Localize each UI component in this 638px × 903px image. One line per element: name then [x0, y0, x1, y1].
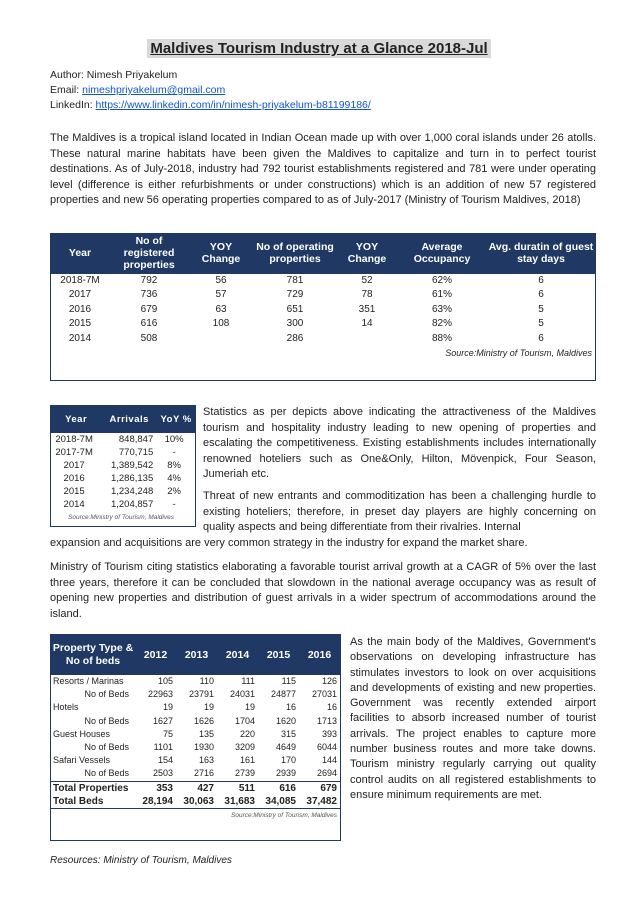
table-cell: 651: [286, 303, 304, 315]
intro-paragraph: The Maldives is a tropical island located in Indian Ocean made up with over 1,000 coral islands under 26 atolls. These natural marine habitats have been given the Maldives to capitalize and turn in to perfect tourist destinations. As of July-2018, industry had 792 tourist establishments registered and 781 were under operating level (difference is either refurbishments or under constructions) which is an addition of new 57 registered properties and new 56 operating properties compared to as of July-2017 (Ministry of Tourism Maldives, 2018): [50, 132, 596, 206]
col-arrivals-yoy: YoY %: [157, 406, 195, 433]
table-cell: 105: [157, 676, 173, 686]
row-label: No of Beds: [84, 768, 129, 779]
col-yoy-registered: YOY Change: [188, 233, 254, 274]
table-cell: 2015: [68, 318, 92, 330]
table-cell: 23791: [188, 689, 214, 700]
col-operating: No of operating properties: [254, 233, 336, 274]
table-cell: 16: [326, 702, 337, 713]
table-cell: 2716: [193, 768, 214, 779]
table-cell: 286: [286, 332, 304, 344]
table-row: [51, 688, 340, 701]
table-cell: 616: [258, 781, 299, 795]
table-cell: 2503: [152, 768, 173, 779]
table-cell: 2014: [63, 499, 85, 510]
table-row: [51, 728, 340, 741]
table-cell: 78: [361, 289, 373, 301]
table-cell: 88%: [431, 332, 452, 344]
table-cell: 315: [280, 728, 296, 739]
col-arrivals-year: Year: [51, 406, 101, 433]
col-arrivals: Arrivals: [101, 406, 157, 433]
row-label: Hotels: [53, 702, 79, 713]
table-cell: 57: [215, 289, 227, 301]
table-cell: 2015: [63, 486, 85, 497]
table-cell: 75: [162, 728, 173, 739]
table-row: [51, 675, 340, 688]
table-cell: 2018-7M: [50, 274, 110, 289]
table-cell: 679: [140, 303, 158, 315]
table-cell: [336, 332, 398, 347]
table-cell: 37,482: [299, 795, 340, 809]
row-label: No of Beds: [84, 715, 129, 726]
arrivals-table-frame: [50, 405, 196, 527]
properties-table: [50, 233, 596, 361]
table-cell: 4%: [167, 473, 181, 484]
table-cell: 19: [244, 702, 255, 713]
table-cell: 52: [336, 274, 398, 289]
table-cell: 1713: [316, 715, 337, 726]
col-2012: 2012: [135, 635, 176, 675]
col-stay-duration: Avg. duratin of guest stay days: [486, 233, 596, 274]
row-label: No of Beds: [84, 689, 129, 700]
table-cell: 24031: [229, 689, 255, 700]
table-row: [51, 741, 340, 754]
row-label: Total Beds: [51, 795, 135, 809]
table-cell: 56: [188, 274, 254, 289]
table-cell: 27031: [311, 689, 337, 700]
table-cell: 2017: [63, 460, 85, 471]
email-link[interactable]: nimeshpriyakelum@gmail.com: [82, 84, 226, 96]
table-source: Source:Ministry of Tourism, Maldives: [445, 348, 592, 359]
table-cell: 110: [199, 676, 214, 686]
table-row: [51, 715, 340, 728]
threat-paragraph: Threat of new entrants and commoditization has been a challenging hurdle to existing hoteliers; therefore, in preset day players are highly concerning on quality aspects and being differentiate from their rivalries. Internal: [203, 490, 596, 533]
row-label: Total Properties: [51, 781, 135, 795]
table-cell: 161: [239, 755, 255, 766]
table-cell: 6044: [316, 742, 337, 753]
linkedin-line: LinkedIn: https://www.linkedin.com/in/nimesh-priyakelum-b81199186/: [50, 99, 371, 111]
arrivals-table: [51, 406, 195, 524]
table-row: [50, 303, 596, 318]
table-cell: 2017-7M: [55, 447, 93, 458]
table-cell: 1626: [193, 715, 214, 726]
total-row: [51, 781, 340, 795]
table-cell: 1627: [152, 715, 173, 726]
table-cell: 24877: [270, 689, 296, 700]
table-cell: 154: [157, 755, 173, 766]
table-row: [50, 288, 596, 303]
row-label: Safari Vessels: [53, 755, 111, 766]
col-2015: 2015: [258, 635, 299, 675]
table-row: [50, 274, 596, 289]
government-paragraph: As the main body of the Maldives, Government's observations on developing infrastructure has stimulates investors to look on over acquisitions and developments of existing and new properties. Government was recently extended airport facilities to absorb increased number of tourist arrivals. The project enables to capture more number business routes and more take downs. Tourism ministry regularly carrying out quality control audits on all registered establishments to ensure minimum requirements are met.: [350, 636, 596, 801]
table-cell: 5: [538, 318, 544, 330]
col-yoy-operating: YOY Change: [336, 233, 398, 274]
table-cell: 220: [239, 728, 255, 739]
table-cell: 63: [215, 303, 227, 315]
table-cell: 427: [176, 781, 217, 795]
table-cell: 163: [198, 755, 214, 766]
table-cell: 353: [135, 781, 176, 795]
resources-note: Resources: Ministry of Tourism, Maldives: [50, 855, 232, 866]
table-cell: 351: [358, 303, 376, 315]
row-label: No of Beds: [84, 742, 129, 753]
table-cell: 144: [321, 755, 337, 766]
table-cell: 4649: [275, 742, 296, 753]
table-cell: 2%: [167, 486, 181, 497]
table-cell: 8%: [167, 460, 181, 471]
table-row: [51, 472, 195, 485]
table-cell: 508: [140, 332, 158, 344]
table-cell: 5: [538, 303, 544, 315]
table-cell: -: [172, 447, 176, 458]
col-2014: 2014: [217, 635, 258, 675]
table-cell: 679: [299, 781, 340, 795]
table-cell: 2017: [68, 289, 92, 301]
table-cell: [188, 332, 254, 347]
table-cell: 2939: [275, 768, 296, 779]
row-label: Guest Houses: [53, 728, 111, 739]
table-cell: 19: [203, 702, 214, 713]
table-cell: 30,063: [176, 795, 217, 809]
table-cell: 34,085: [258, 795, 299, 809]
table-row: [51, 446, 195, 459]
table-cell: 1,286,135: [110, 473, 154, 484]
table-cell: 770,715: [118, 447, 154, 458]
table-cell: 1620: [275, 715, 296, 726]
table-cell: 14: [361, 318, 373, 330]
table-cell: 6: [538, 332, 544, 344]
col-2013: 2013: [176, 635, 217, 675]
table-cell: 19: [162, 702, 173, 713]
table-row: [51, 701, 340, 714]
table-row: [50, 332, 596, 347]
table-source-row: [51, 511, 195, 524]
table-cell: 2016: [68, 303, 92, 315]
table-cell: 729: [286, 289, 304, 301]
col-property-type: Property Type & No of beds: [51, 635, 135, 675]
table-row: [51, 433, 195, 446]
table-cell: 111: [241, 676, 255, 686]
col-2016: 2016: [299, 635, 340, 675]
table-source: Source:Ministry of Tourism, Maldives: [68, 514, 174, 521]
table-source-row: [50, 346, 596, 361]
table-source-row: [51, 809, 340, 823]
table-cell: 135: [198, 728, 214, 739]
table-cell: 82%: [431, 318, 452, 330]
table-cell: 1,389,542: [110, 460, 154, 471]
table-cell: 848,847: [118, 434, 154, 445]
table-cell: 393: [321, 728, 337, 739]
table-cell: 736: [140, 289, 158, 301]
table-cell: 2016: [63, 473, 85, 484]
table-cell: 22963: [147, 689, 173, 700]
threat-paragraph-continued: expansion and acquisitions are very common strategy in the industry for expand the market share.: [50, 537, 528, 549]
table-cell: 781: [254, 274, 336, 289]
table-cell: 10%: [164, 434, 184, 445]
table-cell: 2014: [68, 332, 92, 344]
table-cell: 616: [140, 318, 158, 330]
table-cell: -: [172, 499, 176, 510]
table-cell: 1,234,248: [110, 486, 154, 497]
table-cell: 2694: [316, 768, 337, 779]
table-row: [51, 459, 195, 472]
table-cell: 300: [286, 318, 304, 330]
table-cell: 2018-7M: [55, 434, 93, 445]
table-cell: 511: [217, 781, 258, 795]
table-cell: 61%: [431, 289, 452, 301]
table-cell: 16: [285, 702, 296, 713]
email-line: Email: nimeshpriyakelum@gmail.com: [50, 84, 226, 96]
table-cell: 1930: [193, 742, 214, 753]
property-type-table-frame: [50, 634, 341, 841]
linkedin-link[interactable]: https://www.linkedin.com/in/nimesh-priyakelum-b81199186/: [95, 99, 371, 111]
total-row: [51, 795, 340, 809]
attractiveness-paragraph: Statistics as per depicts above indicating the attractiveness of the Maldives tourism and hospitality industry leading to new opening of properties and escalating the competitiveness. Existing establishments includes internationally renowned hoteliers such as One&Only, Hilton, Mövenpick, Four Season, Jumeriah etc.: [203, 406, 596, 480]
table-row: [50, 317, 596, 332]
col-occupancy: Average Occupancy: [398, 233, 486, 274]
table-cell: 28,194: [135, 795, 176, 809]
table-cell: 170: [280, 755, 296, 766]
properties-table-header: [50, 233, 596, 274]
table-row: [51, 754, 340, 767]
table-cell: 31,683: [217, 795, 258, 809]
table-row: [51, 767, 340, 781]
table-cell: 792: [110, 274, 188, 289]
table-cell: 108: [212, 318, 230, 330]
growth-paragraph: Ministry of Tourism citing statistics elaborating a favorable tourist arrival growth at a CAGR of 5% over the last three years, therefore it can be concluded that slowdown in the national average occupancy was as result of opening new properties and distribution of guest arrivals in a wider spectrum of accommodations around the island.: [50, 561, 596, 620]
table-cell: 126: [321, 676, 337, 686]
table-cell: 6: [486, 274, 596, 289]
table-cell: 63%: [431, 303, 452, 315]
row-label: Resorts / Marinas: [53, 676, 124, 686]
property-type-table: [51, 635, 340, 822]
table-cell: 1,204,857: [110, 499, 154, 510]
table-cell: 62%: [398, 274, 486, 289]
table-row: [51, 485, 195, 498]
table-cell: 2739: [234, 768, 255, 779]
col-registered: No of registered properties: [110, 233, 188, 274]
table-row: [51, 498, 195, 511]
table-cell: 1101: [153, 742, 173, 753]
table-cell: 6: [538, 289, 544, 301]
table-cell: 115: [281, 676, 296, 686]
author-line: Author: Nimesh Priyakelum: [50, 69, 178, 81]
table-cell: 3209: [234, 742, 255, 753]
col-year: Year: [50, 233, 110, 274]
table-cell: 1704: [234, 715, 255, 726]
document-title: Maldives Tourism Industry at a Glance 2018-Jul: [0, 40, 638, 58]
table-source: Source:Ministry of Tourism, Maldives: [231, 812, 337, 820]
